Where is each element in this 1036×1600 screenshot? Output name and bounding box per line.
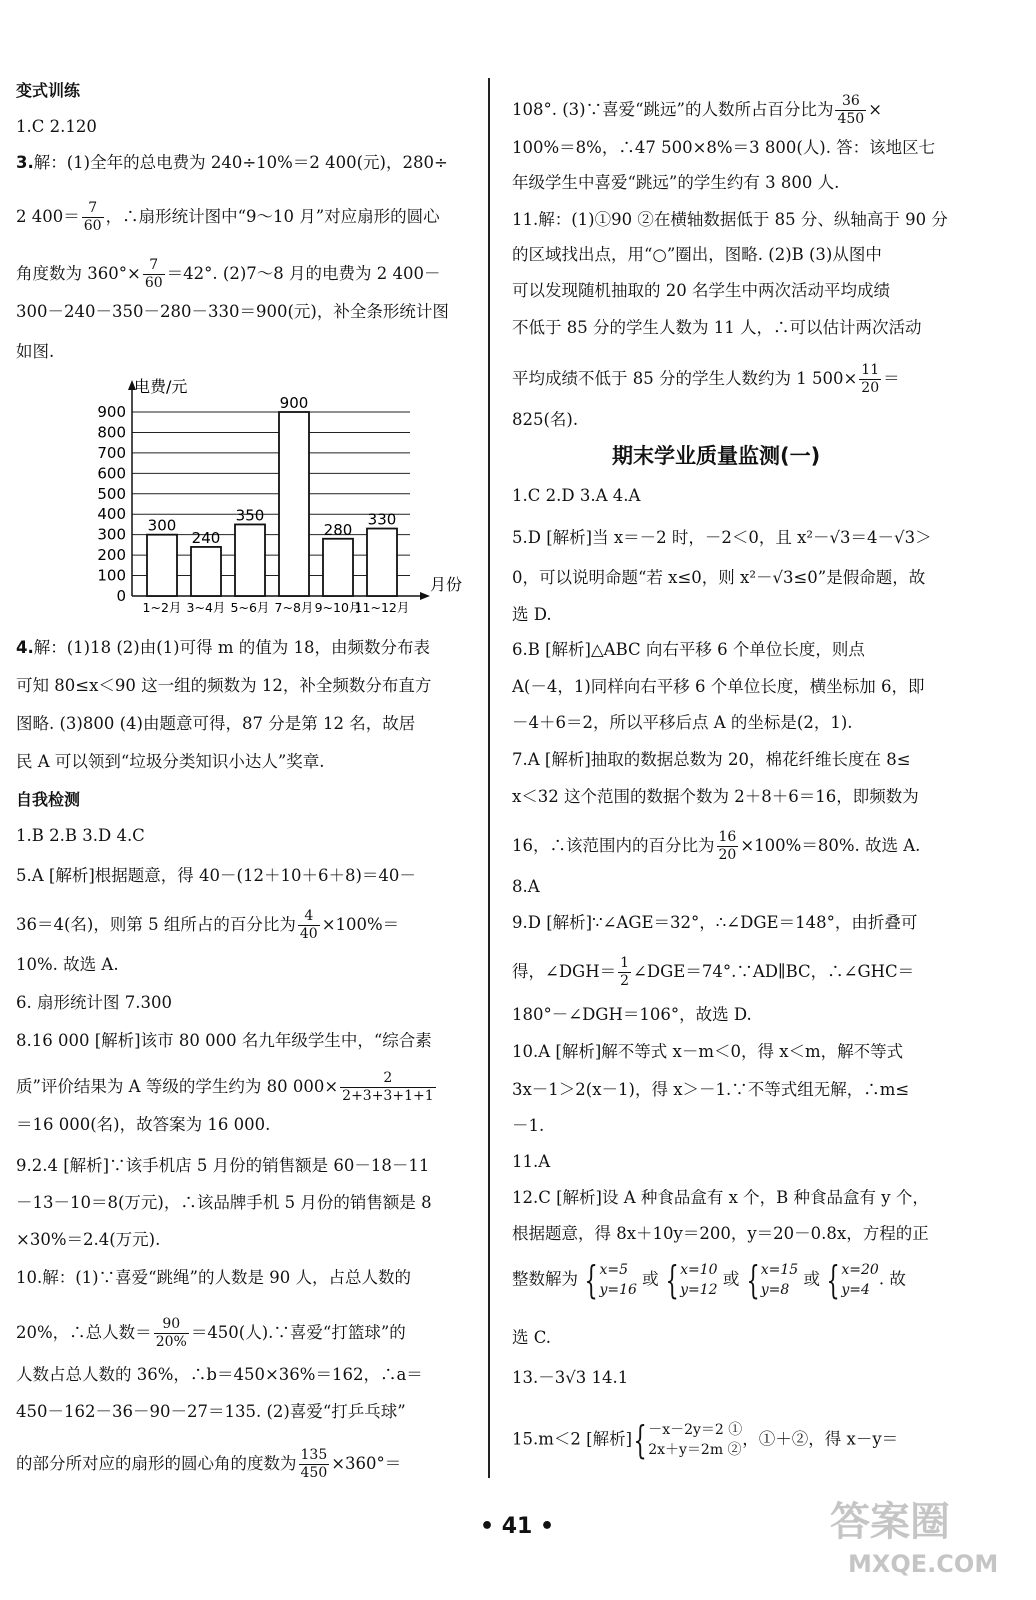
- q4-line4: 民 A 可以领到“垃圾分类知识小达人”奖章.: [16, 752, 325, 771]
- q3-line4: 300－240－350－280－330＝900(元)，补全条形统计图: [16, 302, 449, 321]
- fraction: $\frac{135}{450}$: [300, 1447, 328, 1481]
- section-title-final-exam: 期末学业质量监测(一): [612, 444, 821, 468]
- y-tick-label: 300: [97, 525, 126, 544]
- s9-line2: －13－10＝8(万元)，∴该品牌手机 5 月份的销售额是 8: [16, 1193, 432, 1212]
- e13-14: 13.－3√3 14.1: [512, 1368, 629, 1387]
- s5-line3: 10%. 故选 A.: [16, 955, 119, 974]
- q11-line5: 平均成绩不低于 85 分的学生人数约为 1 500× $\frac{11}{20}$ ＝: [512, 362, 900, 396]
- fraction: $\frac{7}{60}$: [144, 257, 163, 291]
- s10-line1: 10.解：(1)∵喜爱“跳绳”的人数是 90 人，占总人数的: [16, 1268, 411, 1287]
- q3-line1: 3.解：(1)全年的总电费为 240÷10%＝2 400(元)，280÷: [16, 153, 448, 172]
- fraction: $\frac{1}{2}$: [620, 955, 630, 989]
- e15-line1: 15.m＜2 [解析]{－x－2y＝2 ① 2x＋y＝2m ②，①＋②，得 x－y＝: [512, 1418, 899, 1462]
- bar: [279, 412, 309, 596]
- y-tick-label: 100: [97, 566, 126, 585]
- e7-line2: x＜32 这个范围的数据个数为 2＋8＋6＝16，即频数为: [512, 787, 919, 806]
- s8-line2: 质”评价结果为 A 等级的学生约为 80 000× $\frac{2}{2+3+3+1+1}$: [16, 1070, 434, 1104]
- q3-line3: 角度数为 360°× $\frac{7}{60}$ ＝42°. (2)7～8 月的电费为 2 400－: [16, 257, 441, 291]
- system-1: x=5 y=16: [599, 1262, 637, 1298]
- e9-line1: 9.D [解析]∵∠AGE＝32°，∴∠DGE＝148°，由折叠可: [512, 913, 918, 932]
- s6-7: 6. 扇形统计图 7.300: [16, 993, 172, 1012]
- r-line3: 年级学生中喜爱“跳远”的学生约有 3 800 人.: [512, 173, 840, 192]
- fraction: $\frac{16}{20}$: [718, 829, 737, 863]
- e12-line2: 根据题意，得 8x＋10y＝200，y＝20－0.8x，方程的正: [512, 1224, 929, 1243]
- r-line2: 100%＝8%，∴47 500×8%＝3 800(人). 答：该地区七: [512, 138, 936, 157]
- bar-value-label: 350: [235, 506, 265, 525]
- x-axis-label: 月份: [430, 575, 463, 594]
- x-tick-label: 11~12月: [354, 600, 410, 615]
- bar: [191, 547, 221, 596]
- electricity-bar-chart: [80, 378, 520, 618]
- e6-line3: －4＋6＝2，所以平移后点 A 的坐标是(2，1).: [512, 713, 853, 732]
- e5-line2: 0，可以说明命题“若 x≤0，则 x²－√3≤0”是假命题，故: [512, 568, 926, 587]
- q11-line1: 11.解：(1)①90 ②在横轴数据低于 85 分、纵轴高于 90 分: [512, 210, 948, 229]
- e12-line3: 整数解为 {x=5 y=16 或 {x=10 y=12 或 {x=15 y=8 或 {x=20 y=4. 故: [512, 1258, 906, 1302]
- y-tick-label: 600: [97, 464, 126, 483]
- watermark-url: MXQE.COM: [848, 1550, 999, 1578]
- q11-line2: 的区域找出点，用“○”圈出，图略. (2)B (3)从图中: [512, 245, 882, 264]
- e6-line1: 6.B [解析]△ABC 向右平移 6 个单位长度，则点: [512, 640, 865, 659]
- e7-line3: 16，∴该范围内的百分比为 $\frac{16}{20}$ ×100%＝80%. 故选 A.: [512, 829, 921, 863]
- e10-line3: －1.: [512, 1116, 545, 1135]
- q11-line4: 不低于 85 分的学生人数为 11 人，∴可以估计两次活动: [512, 318, 922, 337]
- s8-line1: 8.16 000 [解析]该市 80 000 名九年级学生中，“综合素: [16, 1031, 432, 1050]
- s5-line1: 5.A [解析]根据题意，得 40－(12＋10＋6＋8)＝40－: [16, 866, 416, 885]
- q11-line3: 可以发现随机抽取的 20 名学生中两次活动平均成绩: [512, 281, 890, 300]
- watermark-logo: 答案圈: [830, 1499, 950, 1545]
- x-tick-label: 5~6月: [230, 600, 270, 615]
- s10-line4: 450－162－36－90－27＝135. (2)喜爱“打乒乓球”: [16, 1402, 406, 1421]
- e7-line1: 7.A [解析]抽取的数据总数为 20，棉花纤维长度在 8≤: [512, 750, 911, 769]
- fraction: $\frac{4}{40}$: [299, 908, 318, 942]
- system-3: x=15 y=8: [760, 1262, 799, 1298]
- q4-line1: 4.解：(1)18 (2)由(1)可得 m 的值为 18，由频数分布表: [16, 638, 430, 657]
- x-tick-label: 7~8月: [274, 600, 314, 615]
- x-axis-arrow: [420, 592, 430, 600]
- y-tick-label: 700: [97, 443, 126, 462]
- y-tick-label: 400: [97, 505, 126, 524]
- y-tick-label: 0: [116, 587, 126, 605]
- e10-line2: 3x－1＞2(x－1)，得 x＞－1.∵不等式组无解，∴m≤: [512, 1080, 910, 1099]
- system-4: x=20 y=4: [841, 1262, 879, 1298]
- x-tick-label: 9~10月: [314, 600, 362, 615]
- q3-line5: 如图.: [16, 342, 55, 361]
- section-heading-selfcheck: 自我检测: [16, 790, 81, 809]
- e12-line1: 12.C [解析]设 A 种食品盒有 x 个，B 种食品盒有 y 个，: [512, 1188, 929, 1207]
- e9-line3: 180°－∠DGH＝106°，故选 D.: [512, 1005, 752, 1024]
- e5-line1: 5.D [解析]当 x＝－2 时，－2＜0，且 x²－√3＝4－√3＞: [512, 528, 932, 547]
- y-tick-label: 800: [97, 423, 126, 442]
- fraction: $\frac{90}{20\%}$: [155, 1316, 187, 1350]
- e-answers-1-4: 1.C 2.D 3.A 4.A: [512, 486, 641, 505]
- s8-line3: ＝16 000(名)，故答案为 16 000.: [16, 1115, 271, 1134]
- e8: 8.A: [512, 877, 540, 896]
- bar: [147, 535, 177, 596]
- fraction: $\frac{7}{60}$: [83, 200, 102, 234]
- e11: 11.A: [512, 1152, 551, 1171]
- bar-value-label: 300: [147, 516, 177, 535]
- y-tick-label: 500: [97, 484, 126, 503]
- e12-line4: 选 C.: [512, 1328, 552, 1347]
- bar: [367, 529, 397, 596]
- e6-line2: A(－4，1)同样向右平移 6 个单位长度，横坐标加 6，即: [512, 677, 925, 696]
- e10-line1: 10.A [解析]解不等式 x－m＜0，得 x＜m，解不等式: [512, 1042, 904, 1061]
- section-heading-variant: 变式训练: [16, 81, 81, 100]
- bar-value-label: 330: [367, 510, 397, 529]
- s5-line2: 36＝4(名)，则第 5 组所占的百分比为 $\frac{4}{40}$ ×100%＝: [16, 908, 400, 942]
- s10-line5: 的部分所对应的扇形的圆心角的度数为 $\frac{135}{450}$ ×360°＝: [16, 1447, 402, 1481]
- q4-line3: 图略. (3)800 (4)由题意可得，87 分是第 12 名，故居: [16, 714, 416, 733]
- s10-line2: 20%，∴总人数＝ $\frac{90}{20\%}$ ＝450(人).∵喜爱“打篮球”的: [16, 1316, 406, 1350]
- q4-line2: 可知 80≤x＜90 这一组的频数为 12，补全频数分布直方: [16, 676, 432, 695]
- fraction: $\frac{36}{450}$: [837, 93, 865, 127]
- e9-line2: 得，∠DGH＝ $\frac{1}{2}$ ∠DGE＝74°.∵AD∥BC，∴∠GHC＝: [512, 955, 915, 989]
- column-divider: [488, 78, 490, 1478]
- answer-1-2: 1.C 2.120: [16, 117, 97, 136]
- s-answers-1-4: 1.B 2.B 3.D 4.C: [16, 826, 145, 845]
- system-2: x=10 y=12: [680, 1262, 718, 1298]
- s10-line3: 人数占总人数的 36%，∴b＝450×36%＝162，∴a＝: [16, 1365, 423, 1384]
- bar: [235, 524, 265, 596]
- page-number: • 41 •: [480, 1514, 555, 1539]
- r-line1: 108°. (3)∵喜爱“跳远”的人数所占百分比为 $\frac{36}{450}$ ×: [512, 93, 883, 127]
- x-tick-label: 1~2月: [142, 600, 182, 615]
- y-tick-label: 200: [97, 546, 126, 565]
- fraction: $\frac{2}{2+3+3+1+1}$: [342, 1070, 434, 1104]
- y-axis-label: 电费/元: [134, 378, 188, 396]
- q3-line2: 2 400＝ $\frac{7}{60}$ ，∴扇形统计图中“9～10 月”对应扇形的圆心: [16, 200, 440, 234]
- bar: [323, 539, 353, 596]
- bar-value-label: 240: [191, 528, 221, 547]
- system-e15: －x－2y＝2 ① 2x＋y＝2m ②: [648, 1422, 743, 1458]
- bar-value-label: 900: [279, 394, 309, 412]
- s9-line3: ×30%＝2.4(万元).: [16, 1230, 161, 1249]
- bar-value-label: 280: [323, 520, 353, 539]
- y-tick-label: 900: [97, 403, 126, 421]
- e5-line3: 选 D.: [512, 605, 552, 624]
- x-tick-label: 3~4月: [186, 600, 226, 615]
- s9-line1: 9.2.4 [解析]∵该手机店 5 月份的销售额是 60－18－11: [16, 1156, 430, 1175]
- fraction: $\frac{11}{20}$: [861, 362, 880, 396]
- q11-line6: 825(名).: [512, 410, 579, 429]
